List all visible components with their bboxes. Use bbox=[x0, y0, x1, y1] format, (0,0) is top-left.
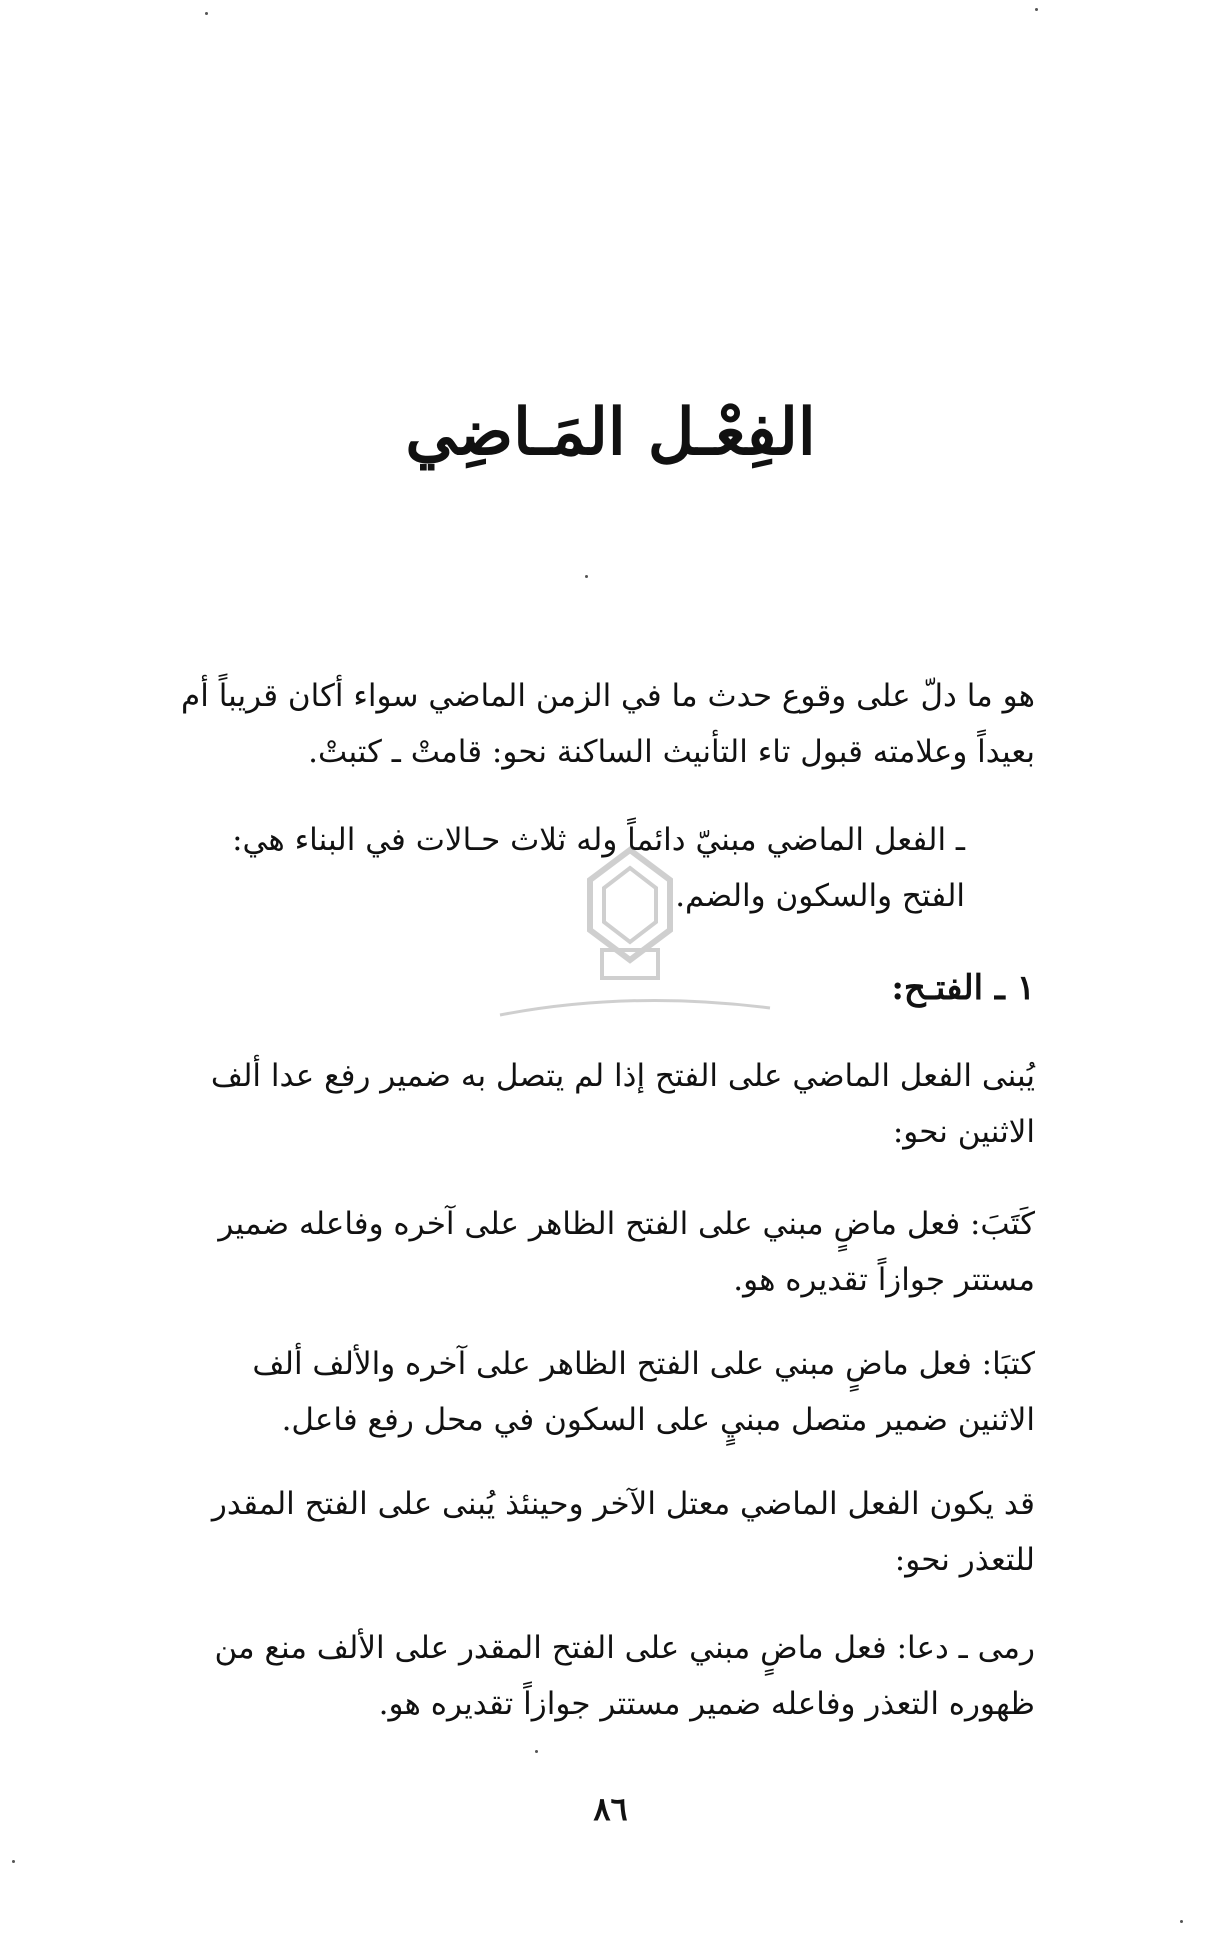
fath-paragraph-5 bbox=[5, 1620, 1035, 1732]
section-heading: ١ ـ الفتـح: bbox=[891, 968, 1035, 1008]
fath-p2-line-2: مستتر جوازاً تقديره هو. bbox=[733, 1262, 1035, 1298]
fath-p4-line-1: قد يكون الفعل الماضي معتل الآخر وحينئذ يُبنى على الفتح المقدر bbox=[211, 1486, 1035, 1522]
rule-line-1: ـ الفعل الماضي مبنيّ دائماً وله ثلاث حـالات في البناء هي: bbox=[232, 822, 965, 858]
fath-p3-line-2: الاثنين ضمير متصل مبنيٍ على السكون في محل رفع فاعل. bbox=[281, 1402, 1035, 1438]
fath-p4-line-2: للتعذر نحو: bbox=[894, 1542, 1035, 1578]
scan-speck bbox=[205, 12, 208, 15]
scan-speck bbox=[1035, 8, 1038, 11]
fath-paragraph-1 bbox=[5, 1048, 1035, 1160]
fath-paragraph-4 bbox=[5, 1476, 1035, 1588]
scan-speck bbox=[1180, 1920, 1183, 1923]
scan-speck bbox=[12, 1860, 15, 1863]
fath-p1-line-2: الاثنين نحو: bbox=[892, 1114, 1035, 1150]
fath-p5-line-2: ظهوره التعذر وفاعله ضمير مستتر جوازاً تقديره هو. bbox=[378, 1686, 1035, 1722]
scan-speck bbox=[535, 1750, 538, 1753]
fath-paragraph-3 bbox=[5, 1336, 1035, 1448]
intro-line-1: هو ما دلّ على وقوع حدث ما في الزمن الماضي سواء أكان قريباً أم bbox=[181, 678, 1035, 714]
scan-speck bbox=[585, 575, 588, 578]
intro-paragraph bbox=[95, 668, 1035, 780]
fath-paragraph-2 bbox=[5, 1196, 1035, 1308]
fath-p5-line-1: رمى ـ دعا: فعل ماضٍ مبني على الفتح المقدر على الألف منع من bbox=[214, 1630, 1035, 1666]
seal-watermark-icon bbox=[470, 840, 790, 1040]
intro-line-2: بعيداً وعلامته قبول تاء التأنيث الساكنة نحو: قامتْ ـ كتبتْ. bbox=[308, 734, 1035, 770]
fath-p2-line-1: كَتَبَ: فعل ماضٍ مبني على الفتح الظاهر على آخره وفاعله ضمير bbox=[218, 1206, 1035, 1242]
fath-p3-line-1: كتبَا: فعل ماضٍ مبني على الفتح الظاهر على آخره والألف ألف bbox=[252, 1346, 1035, 1382]
chapter-title: الفِعْـل المَـاضِي bbox=[405, 395, 816, 470]
fath-p1-line-1: يُبنى الفعل الماضي على الفتح إذا لم يتصل به ضمير رفع عدا ألف bbox=[210, 1058, 1035, 1094]
page-number: ٨٦ bbox=[593, 1790, 628, 1828]
rule-line-2: الفتح والسكون والضم. bbox=[675, 878, 965, 914]
